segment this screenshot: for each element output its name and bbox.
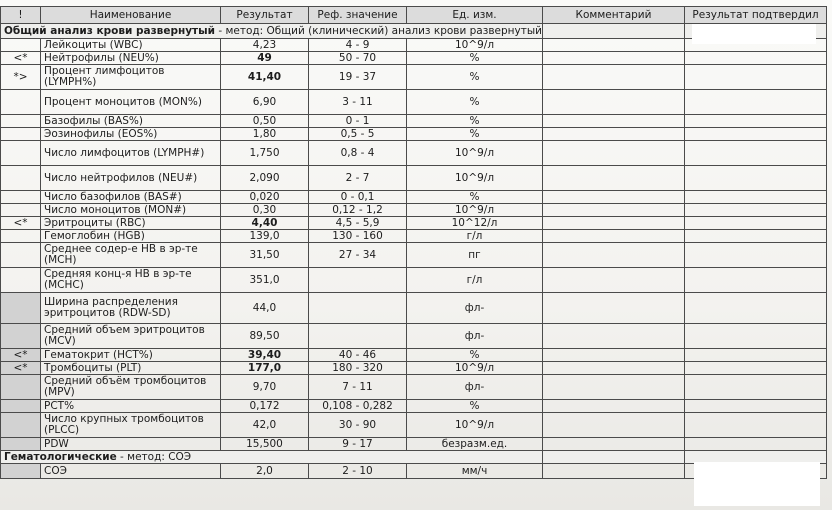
table-row — [1, 438, 827, 451]
table-row — [1, 217, 827, 230]
comment-cell — [543, 464, 685, 479]
row-ref: 50 - 70 — [309, 52, 407, 65]
comment-cell — [543, 324, 685, 349]
confirmed-cell — [685, 217, 827, 230]
row-unit: 10^9/л — [407, 204, 543, 217]
row-result: 41,40 — [221, 65, 309, 90]
table-row — [1, 230, 827, 243]
row-unit: г/л — [407, 230, 543, 243]
header-flag: ! — [1, 7, 41, 24]
row-result: 39,40 — [221, 349, 309, 362]
confirmed-cell — [685, 128, 827, 141]
row-name: Процент моноцитов (MON%) — [41, 90, 221, 115]
table-row — [1, 128, 827, 141]
row-flag — [1, 438, 41, 451]
comment-cell — [543, 349, 685, 362]
header-ref: Реф. значение — [309, 7, 407, 24]
row-ref: 130 - 160 — [309, 230, 407, 243]
row-result: 31,50 — [221, 243, 309, 268]
confirmed-cell — [685, 349, 827, 362]
row-unit: фл- — [407, 324, 543, 349]
table-row — [1, 268, 827, 293]
row-unit: 10^9/л — [407, 413, 543, 438]
row-unit: % — [407, 400, 543, 413]
row-result: 351,0 — [221, 268, 309, 293]
comment-cell — [543, 268, 685, 293]
row-flag — [1, 375, 41, 400]
row-unit: % — [407, 191, 543, 204]
comment-cell — [543, 128, 685, 141]
row-name: PCT% — [41, 400, 221, 413]
row-name: Число моноцитов (MON#) — [41, 204, 221, 217]
comment-cell — [543, 438, 685, 451]
comment-cell — [543, 166, 685, 191]
confirmed-cell — [685, 400, 827, 413]
row-unit: 10^9/л — [407, 166, 543, 191]
section-hem-title: Гематологические — [4, 450, 117, 463]
row-ref: 4 - 9 — [309, 39, 407, 52]
row-result: 2,090 — [221, 166, 309, 191]
row-result: 0,30 — [221, 204, 309, 217]
row-unit: % — [407, 52, 543, 65]
row-ref: 0,108 - 0,282 — [309, 400, 407, 413]
row-result: 0,172 — [221, 400, 309, 413]
confirmed-cell — [685, 52, 827, 65]
row-name: Число нейтрофилов (NEU#) — [41, 166, 221, 191]
esr-ref: 2 - 10 — [309, 464, 407, 479]
row-name: Число лимфоцитов (LYMPH#) — [41, 141, 221, 166]
row-result: 139,0 — [221, 230, 309, 243]
redacted-area-top — [692, 24, 816, 44]
row-flag — [1, 90, 41, 115]
confirmed-cell — [685, 191, 827, 204]
comment-cell — [543, 217, 685, 230]
section-cbc-method: - метод: Общий (клинический) анализ крови развернутый — [215, 24, 542, 37]
results-table — [0, 6, 827, 479]
row-ref: 27 - 34 — [309, 243, 407, 268]
row-unit: % — [407, 90, 543, 115]
header-comment: Комментарий — [543, 7, 685, 24]
row-unit: фл- — [407, 293, 543, 324]
row-ref: 3 - 11 — [309, 90, 407, 115]
table-row — [1, 413, 827, 438]
confirmed-cell — [685, 115, 827, 128]
row-ref: 0 - 0,1 — [309, 191, 407, 204]
esr-flag — [1, 464, 41, 479]
row-name: Средний объем эритроцитов (MCV) — [41, 324, 221, 349]
comment-cell — [543, 65, 685, 90]
row-unit: % — [407, 115, 543, 128]
row-unit: пг — [407, 243, 543, 268]
row-result: 1,80 — [221, 128, 309, 141]
row-ref: 7 - 11 — [309, 375, 407, 400]
row-name: Эритроциты (RBC) — [41, 217, 221, 230]
row-name: Базофилы (BAS%) — [41, 115, 221, 128]
comment-cell — [543, 90, 685, 115]
table-row — [1, 324, 827, 349]
row-flag — [1, 115, 41, 128]
confirmed-cell — [685, 90, 827, 115]
row-ref — [309, 324, 407, 349]
comment-cell — [543, 204, 685, 217]
confirmed-cell — [685, 413, 827, 438]
confirmed-cell — [685, 141, 827, 166]
row-name: Гемоглобин (HGB) — [41, 230, 221, 243]
row-unit: фл- — [407, 375, 543, 400]
row-ref: 0,8 - 4 — [309, 141, 407, 166]
row-result: 177,0 — [221, 362, 309, 375]
row-result: 15,500 — [221, 438, 309, 451]
header-row — [1, 7, 827, 24]
row-ref: 180 - 320 — [309, 362, 407, 375]
row-result: 49 — [221, 52, 309, 65]
row-name: PDW — [41, 438, 221, 451]
row-unit: 10^12/л — [407, 217, 543, 230]
row-ref: 0,12 - 1,2 — [309, 204, 407, 217]
table-row — [1, 400, 827, 413]
comment-cell — [543, 413, 685, 438]
header-name: Наименование — [41, 7, 221, 24]
row-name: Среднее содер-е НВ в эр-те (MCH) — [41, 243, 221, 268]
row-flag — [1, 204, 41, 217]
table-row — [1, 52, 827, 65]
row-result: 1,750 — [221, 141, 309, 166]
row-unit: 10^9/л — [407, 39, 543, 52]
row-flag — [1, 166, 41, 191]
comment-cell — [543, 230, 685, 243]
table-row — [1, 90, 827, 115]
row-name: Тромбоциты (PLT) — [41, 362, 221, 375]
row-ref: 30 - 90 — [309, 413, 407, 438]
row-flag: <* — [1, 362, 41, 375]
row-result: 4,40 — [221, 217, 309, 230]
confirmed-cell — [685, 166, 827, 191]
row-ref: 9 - 17 — [309, 438, 407, 451]
row-name: Эозинофилы (EOS%) — [41, 128, 221, 141]
comment-cell — [543, 400, 685, 413]
row-name: Процент лимфоцитов (LYMPH%) — [41, 65, 221, 90]
table-row — [1, 293, 827, 324]
header-unit: Ед. изм. — [407, 7, 543, 24]
comment-cell — [543, 375, 685, 400]
table-row — [1, 115, 827, 128]
comment-cell — [543, 451, 685, 464]
row-result: 4,23 — [221, 39, 309, 52]
table-row — [1, 65, 827, 90]
row-flag: <* — [1, 349, 41, 362]
comment-cell — [543, 243, 685, 268]
table-row — [1, 243, 827, 268]
row-unit: 10^9/л — [407, 141, 543, 166]
confirmed-cell — [685, 268, 827, 293]
table-row — [1, 362, 827, 375]
row-ref: 40 - 46 — [309, 349, 407, 362]
esr-result: 2,0 — [221, 464, 309, 479]
confirmed-cell — [685, 324, 827, 349]
section-cbc-title: Общий анализ крови развернутый — [4, 24, 215, 37]
row-name: Гематокрит (HCT%) — [41, 349, 221, 362]
row-result: 44,0 — [221, 293, 309, 324]
section-hem-method: - метод: СОЭ — [116, 450, 192, 463]
row-unit: % — [407, 128, 543, 141]
header-result: Результат — [221, 7, 309, 24]
row-ref — [309, 268, 407, 293]
table-row — [1, 204, 827, 217]
row-flag — [1, 324, 41, 349]
confirmed-cell — [685, 65, 827, 90]
row-flag — [1, 141, 41, 166]
confirmed-cell — [685, 375, 827, 400]
header-confirmed: Результат подтвердил — [685, 7, 827, 24]
row-name: Средняя конц-я НВ в эр-те (MCHC) — [41, 268, 221, 293]
row-flag — [1, 243, 41, 268]
row-unit: безразм.ед. — [407, 438, 543, 451]
row-ref: 0,5 - 5 — [309, 128, 407, 141]
row-flag — [1, 128, 41, 141]
comment-cell — [543, 39, 685, 52]
comment-cell — [543, 115, 685, 128]
row-name: Нейтрофилы (NEU%) — [41, 52, 221, 65]
row-result: 0,50 — [221, 115, 309, 128]
comment-cell — [543, 141, 685, 166]
esr-unit: мм/ч — [407, 464, 543, 479]
row-ref — [309, 293, 407, 324]
row-flag — [1, 413, 41, 438]
row-flag — [1, 293, 41, 324]
row-unit: г/л — [407, 268, 543, 293]
row-result: 89,50 — [221, 324, 309, 349]
row-result: 9,70 — [221, 375, 309, 400]
row-ref: 0 - 1 — [309, 115, 407, 128]
row-name: Лейкоциты (WBC) — [41, 39, 221, 52]
esr-name: СОЭ — [41, 464, 221, 479]
row-flag — [1, 39, 41, 52]
row-flag — [1, 400, 41, 413]
row-ref: 2 - 7 — [309, 166, 407, 191]
redacted-area-bottom — [694, 462, 820, 506]
row-flag: <* — [1, 217, 41, 230]
confirmed-cell — [685, 438, 827, 451]
confirmed-cell — [685, 293, 827, 324]
row-name: Число базофилов (BAS#) — [41, 191, 221, 204]
row-unit: % — [407, 349, 543, 362]
table-row — [1, 349, 827, 362]
row-result: 0,020 — [221, 191, 309, 204]
row-result: 42,0 — [221, 413, 309, 438]
confirmed-cell — [685, 204, 827, 217]
row-unit: % — [407, 65, 543, 90]
row-flag: *> — [1, 65, 41, 90]
row-flag — [1, 230, 41, 243]
row-ref: 4,5 - 5,9 — [309, 217, 407, 230]
row-name: Средний объём тромбоцитов (MPV) — [41, 375, 221, 400]
comment-cell — [543, 191, 685, 204]
row-flag — [1, 191, 41, 204]
table-row — [1, 191, 827, 204]
comment-cell — [543, 293, 685, 324]
confirmed-cell — [685, 362, 827, 375]
comment-cell — [543, 52, 685, 65]
row-flag — [1, 268, 41, 293]
row-name: Число крупных тромбоцитов (PLCC) — [41, 413, 221, 438]
confirmed-cell — [685, 230, 827, 243]
row-ref: 19 - 37 — [309, 65, 407, 90]
comment-cell — [543, 24, 685, 39]
table-row — [1, 141, 827, 166]
confirmed-cell — [685, 243, 827, 268]
comment-cell — [543, 362, 685, 375]
row-result: 6,90 — [221, 90, 309, 115]
table-row — [1, 375, 827, 400]
row-unit: 10^9/л — [407, 362, 543, 375]
row-flag: <* — [1, 52, 41, 65]
table-row — [1, 166, 827, 191]
row-name: Ширина распределения эритроцитов (RDW-SD) — [41, 293, 221, 324]
